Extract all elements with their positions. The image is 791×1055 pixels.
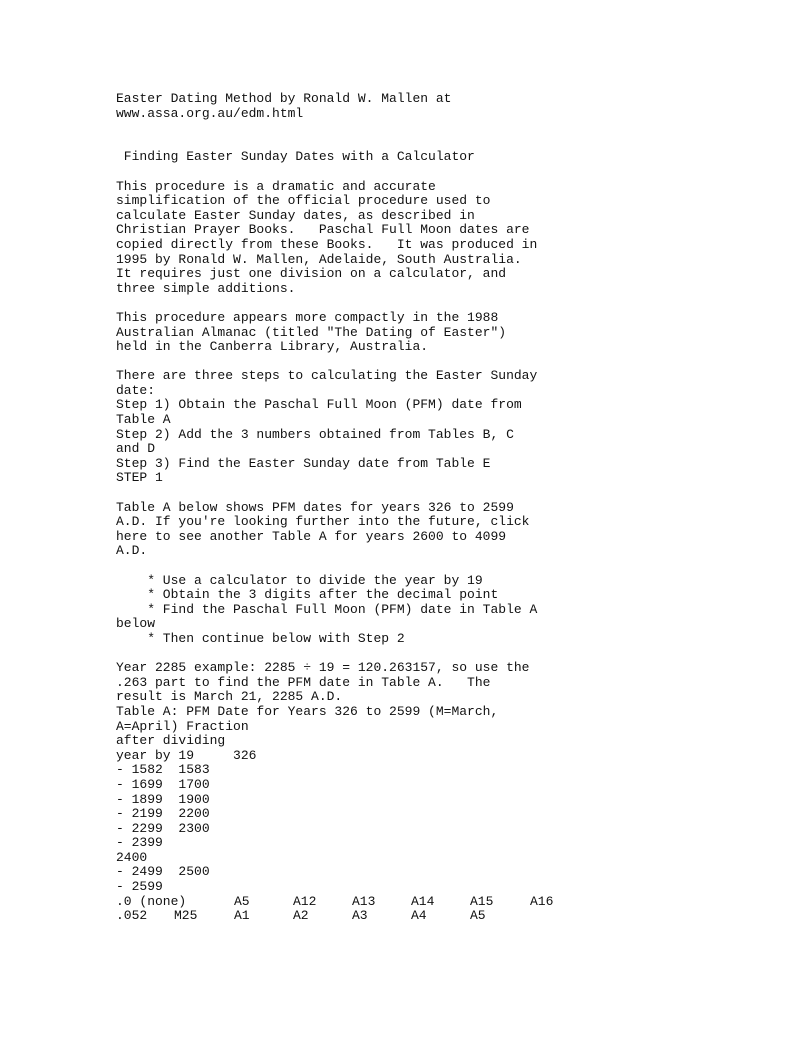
table-a-intro: Table A below shows PFM dates for years 326 to 2599 A.D. If you're looking further into the future, click here to see another Table A for years 2600 to 4099 A.D.	[116, 501, 537, 559]
table-cell-fraction: .0 (none)	[116, 893, 187, 909]
table-header-cell: - 2599	[116, 879, 163, 895]
header-url: www.assa.org.au/edm.html	[116, 105, 304, 121]
table-row	[116, 909, 537, 924]
table-cell: A2	[293, 908, 309, 924]
step-1-heading: STEP 1	[116, 470, 163, 486]
steps-paragraph: There are three steps to calculating the Easter Sunday date: Step 1) Obtain the Paschal Full Moon (PFM) date from Table A Step 2) Add the 3 numbers obtained from Tables B, C and D Step 3) Find the Easter Sunday date from Table E STEP 1	[116, 368, 538, 486]
table-cell: M25	[174, 908, 198, 924]
list-item: * Use a calculator to divide the year by 19	[116, 572, 483, 588]
table-cell: A14	[411, 893, 435, 909]
table-header-cell: - 2299 2300	[116, 820, 210, 836]
table-header-cell: - 1899 1900	[116, 791, 210, 807]
list-item: * Find the Paschal Full Moon (PFM) date in Table A	[116, 601, 538, 617]
table-cell: A16	[530, 893, 554, 909]
table-header-cell: - 1699 1700	[116, 776, 210, 792]
example-paragraph: Year 2285 example: 2285 ÷ 19 = 120.263157, so use the .263 part to find the PFM date in Table A. The result is March 21, 2285 A.D. Table A: PFM Date for Years 326 to 2599 (M=March, A=April) Fraction after dividing	[116, 661, 537, 749]
list-item-continuation: below	[116, 616, 156, 632]
table-header-cell: 2400	[116, 849, 148, 865]
table-cell: A4	[411, 908, 427, 924]
table-cell: A1	[234, 908, 250, 924]
list-item: * Obtain the 3 digits after the decimal point	[116, 587, 499, 603]
table-cell: A15	[470, 893, 494, 909]
list-item: * Then continue below with Step 2	[116, 630, 405, 646]
intro-paragraph: This procedure is a dramatic and accurate simplification of the official procedure used to calculate Easter Sunday dates, as described in Christian Prayer Books. Paschal Full Moon dates are copied directly from these Books. It was produced in 1995 by Ronald W. Mallen, Adelaide, South Australia. It requires just one division on a calculator, and three simple additions.	[116, 178, 538, 296]
table-cell: A12	[293, 893, 317, 909]
document-page	[116, 91, 554, 924]
table-cell: A3	[352, 908, 368, 924]
table-cell-fraction: .052	[116, 908, 148, 924]
table-row	[116, 893, 554, 910]
table-a-header	[116, 749, 537, 895]
table-cell: A13	[352, 893, 376, 909]
table-cell: A5	[234, 893, 250, 909]
table-cell: A5	[470, 908, 486, 924]
table-header-cell: - 2399	[116, 835, 163, 851]
table-header-cell: - 1582 1583	[116, 762, 210, 778]
table-header-cell: - 2499 2500	[116, 864, 210, 880]
instructions-list	[116, 574, 537, 647]
table-a-link[interactable]: here to see another Table A for years 2600 to 4099	[116, 528, 507, 544]
header-line: Easter Dating Method by Ronald W. Mallen at	[116, 91, 452, 106]
table-a-body	[116, 893, 554, 924]
table-a-caption: Table A: PFM Date for Years 326 to 2599 (M=March,	[116, 703, 499, 719]
almanac-paragraph: This procedure appears more compactly in the 1988 Australian Almanac (titled "The Dating of Easter") held in the Canberra Library, Australia.	[116, 309, 507, 355]
table-header-cell: year by 19 326	[116, 747, 257, 763]
table-header-cell: - 2199 2200	[116, 806, 210, 822]
document-title: Finding Easter Sunday Dates with a Calculator	[116, 149, 475, 165]
